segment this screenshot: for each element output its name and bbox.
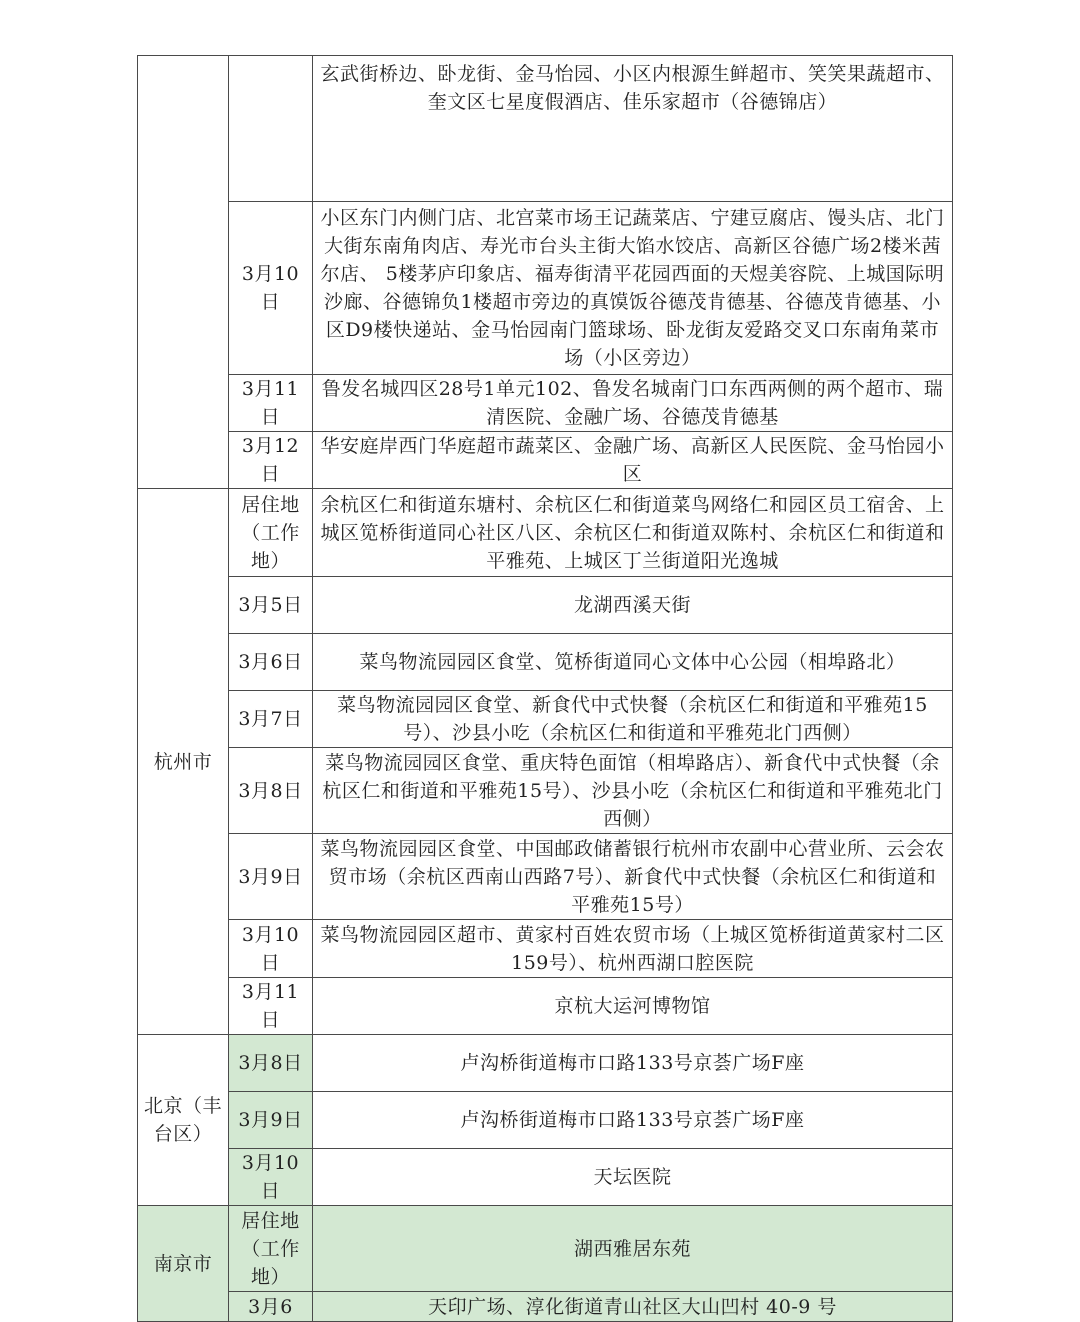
date-cell: 居住地（工作地） — [229, 1206, 313, 1292]
date-cell: 3月10日 — [229, 1149, 313, 1206]
place-cell: 余杭区仁和街道东塘村、余杭区仁和街道菜鸟网络仁和园区员工宿舍、上城区笕桥街道同心社区八区、余杭区仁和街道双陈村、余杭区仁和街道和平雅苑、上城区丁兰街道阳光逸城 — [313, 489, 953, 577]
date-cell: 3月6日 — [229, 634, 313, 691]
place-cell: 卢沟桥街道梅市口路133号京荟广场F座 — [313, 1092, 953, 1149]
place-cell: 菜鸟物流园园区食堂、中国邮政储蓄银行杭州市农副中心营业所、云会农贸市场（余杭区西南山西路7号）、新食代中式快餐（余杭区仁和街道和平雅苑15号） — [313, 834, 953, 920]
date-cell: 3月8日 — [229, 748, 313, 834]
date-cell: 3月6 — [229, 1292, 313, 1322]
date-cell: 3月9日 — [229, 834, 313, 920]
date-cell: 3月11日 — [229, 375, 313, 432]
place-cell: 菜鸟物流园园区超市、黄家村百姓农贸市场（上城区笕桥街道黄家村二区159号）、杭州西湖口腔医院 — [313, 920, 953, 978]
place-cell: 华安庭岸西门华庭超市蔬菜区、金融广场、高新区人民医院、金马怡园小区 — [313, 432, 953, 489]
date-cell: 居住地（工作地） — [229, 489, 313, 577]
place-cell: 卢沟桥街道梅市口路133号京荟广场F座 — [313, 1035, 953, 1092]
place-cell: 天坛医院 — [313, 1149, 953, 1206]
city-cell-continued — [138, 56, 229, 489]
place-cell: 菜鸟物流园园区食堂、笕桥街道同心文体中心公园（相埠路北） — [313, 634, 953, 691]
date-cell: 3月11日 — [229, 978, 313, 1035]
city-cell-beijing: 北京（丰台区） — [138, 1035, 229, 1206]
date-cell: 3月9日 — [229, 1092, 313, 1149]
place-cell: 京杭大运河博物馆 — [313, 978, 953, 1035]
city-cell-hangzhou: 杭州市 — [138, 489, 229, 1035]
place-cell: 小区东门内侧门店、北宫菜市场王记蔬菜店、宁建豆腐店、馒头店、北门大街东南角肉店、寿光市台头主街大馅水饺店、高新区谷德广场2楼米茜尔店、 5楼茅庐印象店、福寿街清平花园西面的天煜美容院、上城国际明沙廊、谷德锦负1楼超市旁边的真馍饭谷德茂肯德基、谷德茂肯德基、小区D9楼快递站、金马怡园南门篮球场、卧龙街友爱路交叉口东南角菜市场（小区旁边） — [313, 202, 953, 375]
date-cell: 3月7日 — [229, 691, 313, 748]
date-cell: 3月12日 — [229, 432, 313, 489]
date-cell: 3月10日 — [229, 202, 313, 375]
place-cell: 湖西雅居东苑 — [313, 1206, 953, 1292]
place-cell: 菜鸟物流园园区食堂、新食代中式快餐（余杭区仁和街道和平雅苑15号）、沙县小吃（余杭区仁和街道和平雅苑北门西侧） — [313, 691, 953, 748]
date-cell: 3月8日 — [229, 1035, 313, 1092]
place-cell: 玄武街桥边、卧龙街、金马怡园、小区内根源生鲜超市、笑笑果蔬超市、奎文区七星度假酒店、佳乐家超市（谷德锦店） — [313, 56, 953, 202]
date-cell: 3月10日 — [229, 920, 313, 978]
itinerary-table — [137, 55, 953, 1322]
place-cell: 鲁发名城四区28号1单元102、鲁发名城南门口东西两侧的两个超市、瑞清医院、金融广场、谷德茂肯德基 — [313, 375, 953, 432]
place-cell: 菜鸟物流园园区食堂、重庆特色面馆（相埠路店）、新食代中式快餐（余杭区仁和街道和平雅苑15号）、沙县小吃（余杭区仁和街道和平雅苑北门西侧） — [313, 748, 953, 834]
place-cell: 天印广场、淳化街道青山社区大山凹村 40-9 号 — [313, 1292, 953, 1322]
city-cell-nanjing: 南京市 — [138, 1206, 229, 1322]
place-cell: 龙湖西溪天街 — [313, 577, 953, 634]
date-cell — [229, 56, 313, 202]
date-cell: 3月5日 — [229, 577, 313, 634]
